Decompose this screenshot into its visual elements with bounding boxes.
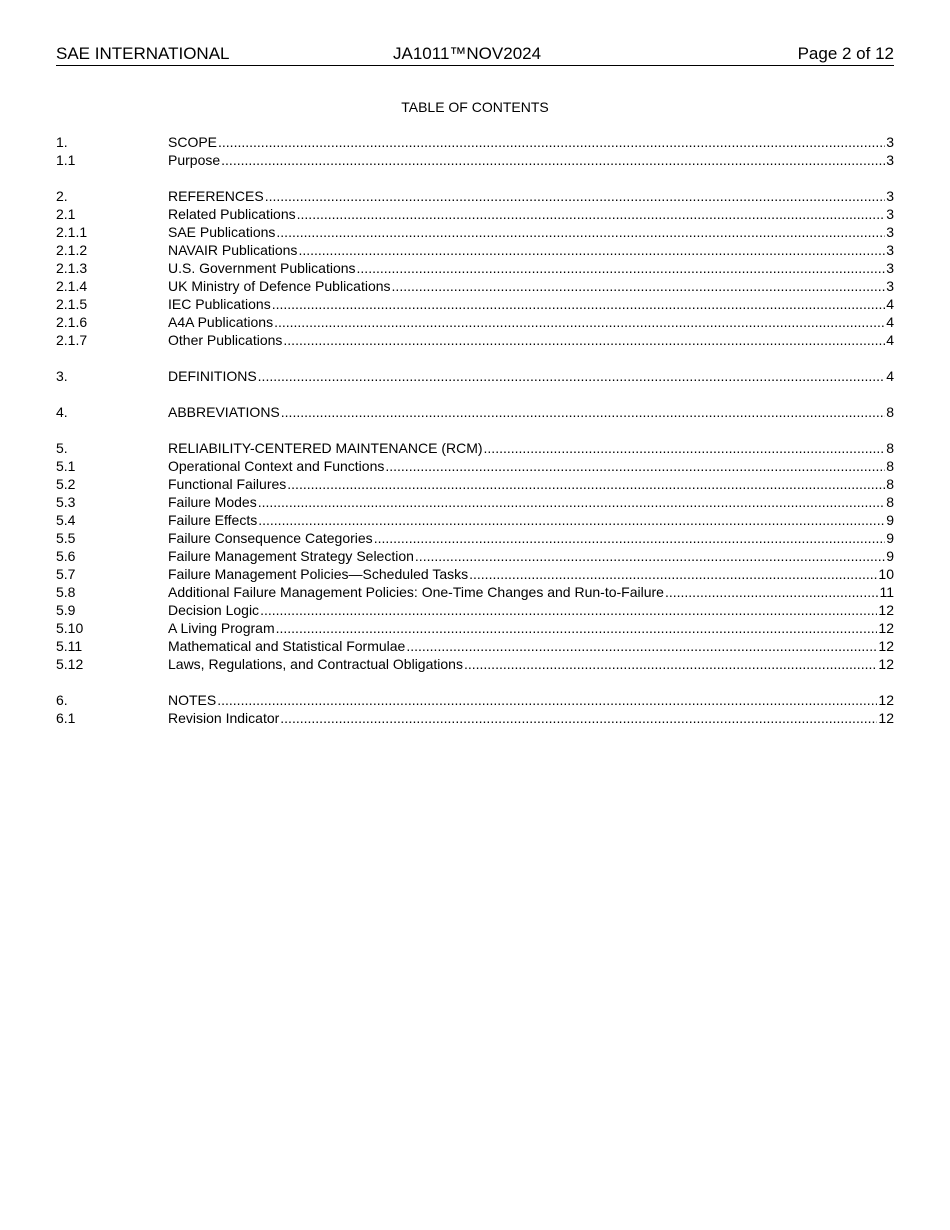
toc-title: TABLE OF CONTENTS [401, 99, 549, 115]
toc-entry[interactable] [56, 547, 894, 565]
toc-dot-leader [415, 547, 885, 565]
toc-entry-number: 5.5 [56, 530, 76, 546]
toc-dot-leader [276, 619, 878, 637]
toc-entry-number: 2. [56, 188, 68, 204]
toc-entry[interactable] [56, 241, 894, 259]
toc-entry-number: 1.1 [56, 152, 76, 168]
toc-dot-leader [274, 313, 885, 331]
toc-entry-line [168, 331, 894, 349]
toc-entry-number: 5.2 [56, 476, 76, 492]
toc-entry-label: DEFINITIONS [168, 368, 257, 384]
toc-dot-leader [217, 691, 877, 709]
toc-entry-page: 12 [878, 710, 894, 726]
toc-entry[interactable] [56, 367, 894, 385]
toc-dot-leader [258, 511, 885, 529]
toc-entry-line [168, 205, 894, 223]
toc-dot-leader [406, 637, 877, 655]
toc-entry-label: Related Publications [168, 206, 296, 222]
toc-entry-number: 5.10 [56, 620, 84, 636]
toc-entry-label: Purpose [168, 152, 221, 168]
toc-entry-page: 3 [886, 260, 894, 276]
toc-entry-line [168, 367, 894, 385]
toc-entry[interactable] [56, 277, 894, 295]
toc-entry-page: 8 [886, 476, 894, 492]
toc-entry-number: 2.1.3 [56, 260, 88, 276]
toc-entry-line [168, 547, 894, 565]
toc-entry-number: 4. [56, 404, 68, 420]
toc-entry-page: 10 [878, 566, 894, 582]
toc-entry-page: 3 [886, 278, 894, 294]
toc-dot-leader [374, 529, 886, 547]
toc-entry[interactable] [56, 655, 894, 673]
toc-entry[interactable] [56, 691, 894, 709]
toc-entry-label: UK Ministry of Defence Publications [168, 278, 391, 294]
toc-entry-line [168, 223, 894, 241]
toc-entry-label: Failure Effects [168, 512, 258, 528]
toc-entry-page: 3 [886, 206, 894, 222]
toc-entry-label: NOTES [168, 692, 217, 708]
toc-entry-label: Decision Logic [168, 602, 260, 618]
toc-entry[interactable] [56, 133, 894, 151]
toc-entry-number: 2.1.2 [56, 242, 88, 258]
table-of-contents [56, 133, 894, 727]
toc-dot-leader [297, 205, 886, 223]
toc-entry-number: 1. [56, 134, 68, 150]
toc-entry[interactable] [56, 637, 894, 655]
toc-entry-page: 8 [886, 458, 894, 474]
toc-entry-page: 9 [886, 512, 894, 528]
toc-entry-number: 5.3 [56, 494, 76, 510]
page-header [56, 43, 894, 66]
toc-entry-label: Laws, Regulations, and Contractual Obligations [168, 656, 463, 672]
toc-entry-number: 6.1 [56, 710, 76, 726]
toc-entry-page: 12 [878, 602, 894, 618]
toc-entry-number: 5.6 [56, 548, 76, 564]
toc-entry-number: 5.1 [56, 458, 76, 474]
toc-entry-line [168, 565, 894, 583]
toc-entry-number: 3. [56, 368, 68, 384]
toc-entry[interactable] [56, 493, 894, 511]
toc-dot-leader [265, 187, 886, 205]
toc-entry-number: 2.1.4 [56, 278, 88, 294]
toc-entry-label: Failure Modes [168, 494, 257, 510]
toc-entry[interactable] [56, 529, 894, 547]
toc-entry-number: 2.1.5 [56, 296, 88, 312]
toc-dot-leader [221, 151, 885, 169]
toc-entry-line [168, 529, 894, 547]
toc-entry-line [168, 493, 894, 511]
toc-entry-page: 4 [886, 368, 894, 384]
toc-entry-page: 9 [886, 530, 894, 546]
toc-entry-line [168, 637, 894, 655]
toc-entry-label: RELIABILITY-CENTERED MAINTENANCE (RCM) [168, 440, 483, 456]
toc-entry-number: 5. [56, 440, 68, 456]
toc-entry-page: 11 [879, 584, 894, 600]
toc-entry-page: 8 [886, 440, 894, 456]
toc-entry-page: 8 [886, 404, 894, 420]
toc-entry[interactable] [56, 403, 894, 421]
toc-entry[interactable] [56, 205, 894, 223]
toc-entry-line [168, 259, 894, 277]
toc-entry-label: Revision Indicator [168, 710, 280, 726]
toc-entry-page: 4 [886, 314, 894, 330]
toc-dot-leader [283, 331, 885, 349]
toc-entry-page: 4 [886, 332, 894, 348]
toc-entry-label: Operational Context and Functions [168, 458, 385, 474]
toc-dot-leader [258, 493, 886, 511]
toc-entry-line [168, 277, 894, 295]
toc-entry-label: SCOPE [168, 134, 218, 150]
toc-entry-page: 8 [886, 494, 894, 510]
toc-entry-label: A Living Program [168, 620, 275, 636]
toc-dot-leader [287, 475, 885, 493]
toc-dot-leader [357, 259, 886, 277]
toc-dot-leader [218, 133, 885, 151]
toc-entry-label: Functional Failures [168, 476, 287, 492]
toc-entry-label: Failure Consequence Categories [168, 530, 373, 546]
toc-entry-line [168, 295, 894, 313]
toc-entry[interactable] [56, 331, 894, 349]
toc-entry-label: Failure Management Policies—Scheduled Tasks [168, 566, 469, 582]
toc-entry[interactable] [56, 313, 894, 331]
toc-entry[interactable] [56, 295, 894, 313]
toc-entry-page: 4 [886, 296, 894, 312]
header-document-id: JA1011™NOV2024 [393, 44, 542, 63]
toc-dot-leader [272, 295, 885, 313]
toc-entry-label: A4A Publications [168, 314, 274, 330]
toc-entry-page: 12 [878, 638, 894, 654]
toc-entry-label: Mathematical and Statistical Formulae [168, 638, 406, 654]
toc-dot-leader [281, 403, 885, 421]
toc-entry-label: Other Publications [168, 332, 283, 348]
toc-entry-label: U.S. Government Publications [168, 260, 356, 276]
toc-entry-label: SAE Publications [168, 224, 276, 240]
toc-entry-line [168, 475, 894, 493]
toc-entry-number: 2.1.6 [56, 314, 88, 330]
toc-dot-leader [258, 367, 886, 385]
toc-entry[interactable] [56, 439, 894, 457]
toc-entry-number: 2.1 [56, 206, 76, 222]
toc-entry-line [168, 655, 894, 673]
toc-entry-page: 3 [886, 134, 894, 150]
toc-dot-leader [385, 457, 885, 475]
toc-entry-line [168, 709, 894, 727]
toc-entry[interactable] [56, 619, 894, 637]
toc-entry-label: ABBREVIATIONS [168, 404, 280, 420]
toc-entry[interactable] [56, 511, 894, 529]
toc-entry-label: NAVAIR Publications [168, 242, 298, 258]
toc-entry[interactable] [56, 151, 894, 169]
toc-dot-leader [484, 439, 886, 457]
toc-dot-leader [469, 565, 877, 583]
toc-entry-page: 3 [886, 188, 894, 204]
toc-entry-page: 9 [886, 548, 894, 564]
toc-entry-line [168, 601, 894, 619]
toc-entry-number: 6. [56, 692, 68, 708]
toc-entry[interactable] [56, 583, 894, 601]
toc-entry-line [168, 403, 894, 421]
toc-entry[interactable] [56, 457, 894, 475]
toc-dot-leader [665, 583, 879, 601]
toc-entry-number: 5.7 [56, 566, 76, 582]
toc-entry-number: 5.11 [56, 638, 83, 654]
toc-entry-page: 12 [878, 692, 894, 708]
toc-entry[interactable] [56, 601, 894, 619]
toc-dot-leader [280, 709, 877, 727]
toc-entry-line [168, 241, 894, 259]
toc-entry-number: 2.1.1 [56, 224, 88, 240]
toc-entry-line [168, 457, 894, 475]
toc-entry[interactable] [56, 259, 894, 277]
toc-entry-line [168, 511, 894, 529]
toc-entry[interactable] [56, 223, 894, 241]
toc-entry-label: Failure Management Strategy Selection [168, 548, 414, 564]
toc-entry-line [168, 133, 894, 151]
toc-entry-page: 3 [886, 152, 894, 168]
toc-entry-page: 12 [878, 656, 894, 672]
toc-dot-leader [276, 223, 885, 241]
toc-entry-number: 5.9 [56, 602, 76, 618]
toc-entry-line [168, 439, 894, 457]
toc-dot-leader [464, 655, 877, 673]
toc-entry-label: REFERENCES [168, 188, 264, 204]
toc-entry[interactable] [56, 187, 894, 205]
toc-entry-line [168, 151, 894, 169]
header-organization: SAE INTERNATIONAL [56, 44, 230, 63]
toc-entry[interactable] [56, 709, 894, 727]
toc-entry[interactable] [56, 565, 894, 583]
toc-entry-label: IEC Publications [168, 296, 271, 312]
toc-entry-number: 5.8 [56, 584, 76, 600]
toc-entry-line [168, 313, 894, 331]
toc-dot-leader [392, 277, 886, 295]
toc-dot-leader [298, 241, 885, 259]
toc-entry-page: 12 [878, 620, 894, 636]
toc-entry-line [168, 619, 894, 637]
toc-entry-page: 3 [886, 242, 894, 258]
toc-entry-line [168, 691, 894, 709]
header-page-number: Page 2 of 12 [797, 44, 894, 63]
toc-entry-line [168, 187, 894, 205]
toc-entry-number: 2.1.7 [56, 332, 88, 348]
toc-entry-page: 3 [886, 224, 894, 240]
toc-dot-leader [260, 601, 877, 619]
toc-entry-number: 5.4 [56, 512, 76, 528]
toc-entry[interactable] [56, 475, 894, 493]
toc-entry-label: Additional Failure Management Policies: One-Time Changes and Run-to-Failure [168, 584, 664, 600]
toc-entry-line [168, 583, 894, 601]
toc-entry-number: 5.12 [56, 656, 84, 672]
